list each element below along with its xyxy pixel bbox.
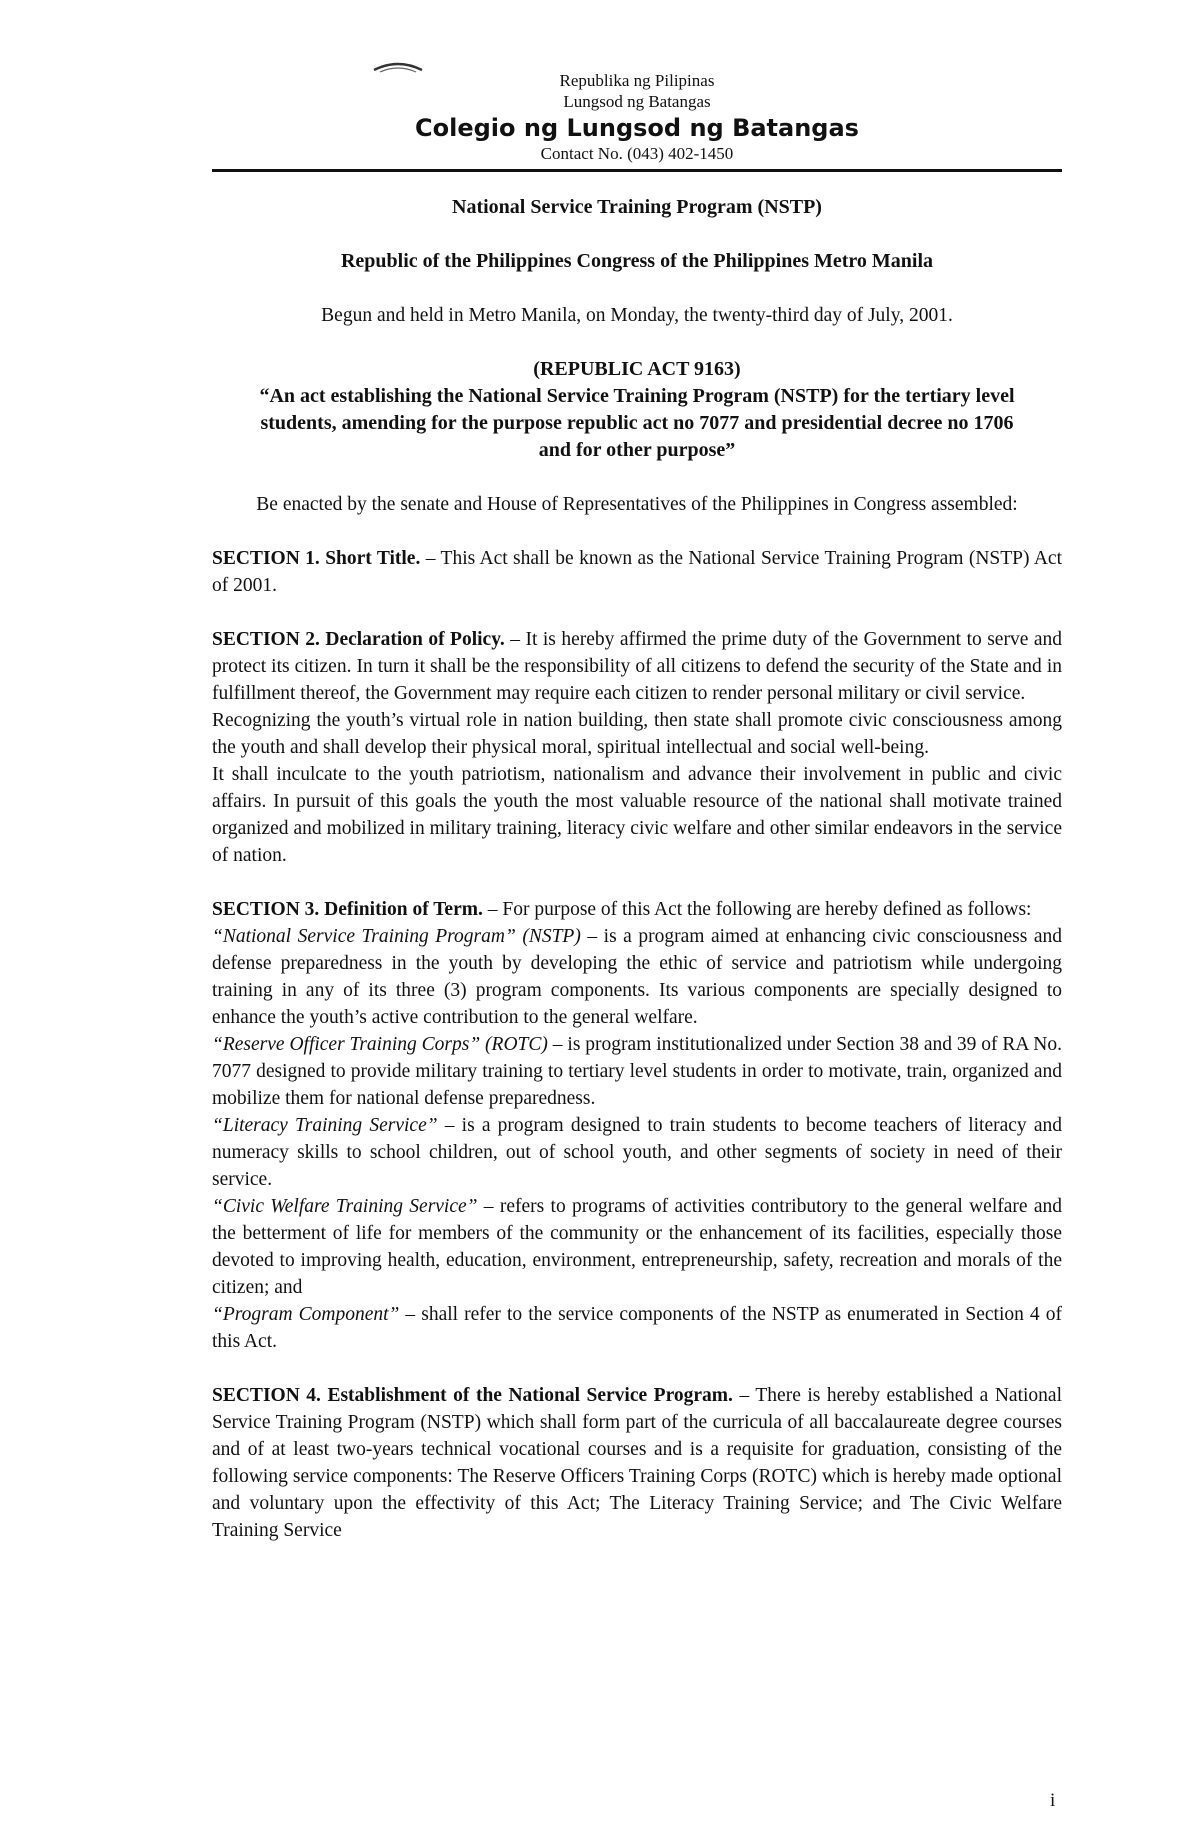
section-4: [212, 1382, 1062, 1544]
definition-rotc: [212, 1031, 1062, 1112]
definition-nstp: [212, 923, 1062, 1031]
contact-number: Contact No. (043) 402-1450: [540, 144, 734, 163]
section-3: [212, 896, 1062, 923]
page-number: i: [1050, 1790, 1056, 1811]
definition-program-component-text: – shall refer to the service components of the NSTP as enumerated in Section 4 of this Act.: [212, 1304, 1062, 1352]
act-number: (REPUBLIC ACT 9163): [533, 358, 741, 380]
section-1: [212, 545, 1062, 599]
definition-nstp-text: – is a program aimed at enhancing civic consciousness and defense preparedness in the youth by developing the ethic of service and patriotism while undergoing training in any of its three (3) program components. Its various components are specially designed to enhance the youth’s active contribution to the general welfare.: [212, 926, 1062, 1028]
letterhead: [212, 70, 1062, 164]
header-divider: [212, 169, 1062, 172]
document-body: [212, 194, 1062, 1544]
section-3-heading: SECTION 3. Definition of Term.: [212, 899, 483, 920]
section-2: [212, 626, 1062, 707]
definition-cwts-term: “Civic Welfare Training Service”: [212, 1196, 478, 1217]
definition-program-component: [212, 1301, 1062, 1355]
begun-line: Begun and held in Metro Manila, on Monday, the twenty-third day of July, 2001.: [321, 305, 953, 326]
definition-cwts: [212, 1193, 1062, 1301]
definition-lts-text: – is a program designed to train students to become teachers of literacy and numeracy skills to school children, out of school youth, and other segments of society in need of their service.: [212, 1115, 1062, 1190]
definition-lts-term: “Literacy Training Service”: [212, 1115, 438, 1136]
enacted-line: Be enacted by the senate and House of Representatives of the Philippines in Congress assembled:: [256, 494, 1018, 515]
definition-cwts-text: – refers to programs of activities contributory to the general welfare and the betterment of life for members of the community or the enhancement of its facilities, especially those devoted to improving health, education, environment, entrepreneurship, safety, recreation and morals of the citizen; and: [212, 1196, 1062, 1298]
section-2-text: – It is hereby affirmed the prime duty of the Government to serve and protect its citizen. In turn it shall be the responsibility of all citizens to defend the security of the State and in fulfillment thereof, the Government may require each citizen to render personal military or civil service.: [212, 629, 1062, 704]
definition-rotc-term: “Reserve Officer Training Corps” (ROTC): [212, 1034, 548, 1055]
act-heading: [212, 356, 1062, 464]
city-line: Lungsod ng Batangas: [563, 92, 711, 111]
definition-program-component-term: “Program Component”: [212, 1304, 400, 1325]
congress-line: Republic of the Philippines Congress of the Philippines Metro Manila: [340, 250, 934, 272]
section-3-text: – For purpose of this Act the following are hereby defined as follows:: [482, 899, 1032, 920]
republic-line: Republika ng Pilipinas: [559, 71, 715, 90]
section-2-para-3: It shall inculcate to the youth patriotism, nationalism and advance their involvement in public and civic affairs. In pursuit of this goals the youth the most valuable resource of the national shall motivate trained organized and mobilized in military training, literacy civic welfare and other similar endeavors in the service of nation.: [212, 764, 1062, 866]
program-title: National Service Training Program (NSTP): [452, 196, 822, 218]
definition-nstp-term: “National Service Training Program” (NSTP): [212, 926, 581, 947]
section-1-text: – This Act shall be known as the National Service Training Program (NSTP) Act of 2001.: [212, 548, 1062, 596]
section-2-para-2: Recognizing the youth’s virtual role in nation building, then state shall promote civic consciousness among the youth and shall develop their physical moral, spiritual intellectual and social well-being.: [212, 710, 1062, 758]
section-2-heading: SECTION 2. Declaration of Policy.: [212, 629, 505, 650]
section-1-heading: SECTION 1. Short Title.: [212, 548, 421, 569]
section-4-text: – There is hereby established a National Service Training Program (NSTP) which shall form part of the curricula of all baccalaureate degree courses and of at least two-years technical vocational courses and is a requisite for graduation, consisting of the following service components: The Reserve Officers Training Corps (ROTC) which is hereby made optional and voluntary upon the effectivity of this Act; The Literacy Training Service; and The Civic Welfare Training Service: [212, 1385, 1062, 1541]
definition-rotc-text: – is program institutionalized under Section 38 and 39 of RA No. 7077 designed to provide military training to tertiary level students in order to motivate, train, organized and mobilize them for national defense preparedness.: [212, 1034, 1062, 1109]
section-4-heading: SECTION 4. Establishment of the National Service Program.: [212, 1385, 733, 1406]
definition-lts: [212, 1112, 1062, 1193]
college-name: Colegio ng Lungsod ng Batangas: [415, 114, 859, 142]
act-title: “An act establishing the National Service Training Program (NSTP) for the tertiary level students, amending for the purpose republic act no 7077 and presidential decree no 1706 and for other purpose”: [259, 385, 1015, 461]
